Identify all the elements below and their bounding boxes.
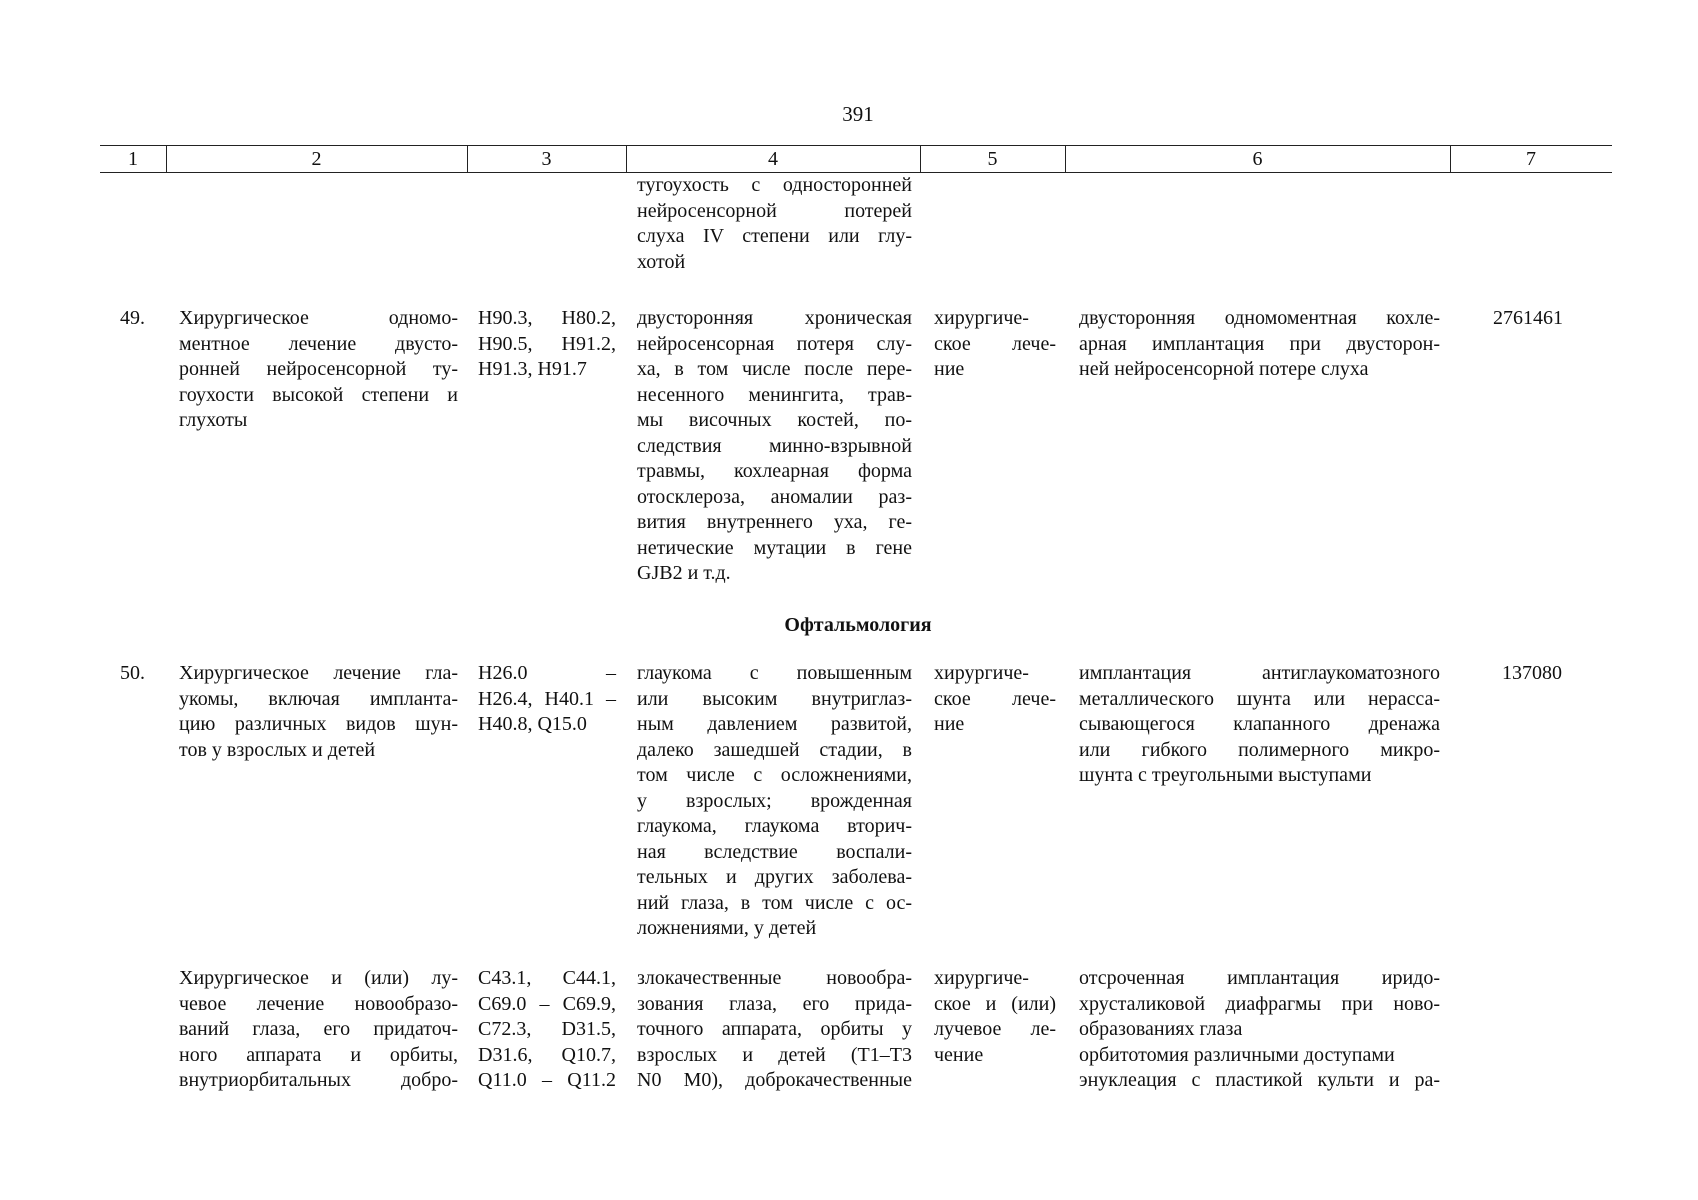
text-line: ней нейросенсорной потере слуха [1079, 358, 1369, 380]
text-line: чение [934, 1043, 984, 1066]
header-col-6: 6 [1252, 148, 1263, 170]
text-line: тельных и других заболева- [637, 866, 912, 888]
text-line: или гибкого полимерного микро- [1079, 738, 1440, 761]
treatment-type-cell [934, 966, 1056, 1068]
text-line: тугоухость с односторонней [637, 174, 912, 196]
text-line: лучевое ле- [934, 1018, 1056, 1040]
continuation-disease-cell [637, 173, 912, 275]
text-line: H26.0 – [478, 662, 616, 684]
text-line: несенного менингита, трав- [637, 383, 912, 406]
text-line: H40.8, Q15.0 [478, 713, 587, 735]
procedure-name-cell [179, 306, 458, 434]
text-line: точного аппарата, орбиты у [637, 1018, 912, 1040]
treatment-method-cell [1079, 306, 1440, 383]
text-line: хирургиче- [934, 967, 1029, 989]
text-line: ронней нейросенсорной ту- [179, 358, 458, 380]
text-line: N0 M0), доброкачественные [637, 1069, 912, 1091]
text-line: ваний глаза, его придаточ- [179, 1018, 458, 1040]
text-line: ское и (или) [934, 992, 1056, 1015]
text-line: мы височных костей, по- [637, 409, 912, 431]
header-col-5: 5 [987, 148, 998, 170]
text-line: глаукома, глаукома вторич- [637, 815, 912, 837]
table-header [100, 145, 1612, 173]
treatment-type-cell [934, 306, 1056, 383]
text-line: ная вследствие воспали- [637, 840, 912, 863]
text-line: арная имплантация при двусторон- [1079, 332, 1440, 355]
text-line: ложнениями, у детей [637, 917, 817, 939]
icd-codes-cell [478, 661, 616, 738]
text-line: далеко зашедшей стадии, в [637, 738, 912, 761]
cost-value: 137080 [1502, 662, 1562, 684]
text-line: H26.4, H40.1 – [478, 687, 616, 710]
text-line: металлического шунта или нерасса- [1079, 687, 1440, 710]
text-line: двусторонняя хроническая [637, 307, 912, 329]
header-col-2: 2 [311, 148, 322, 170]
treatment-method-cell [1079, 966, 1440, 1094]
text-line: хирургиче- [934, 307, 1029, 329]
header-col-4: 4 [768, 148, 778, 170]
text-line: сывающегося клапанного дренажа [1079, 713, 1440, 735]
text-line: шунта с треугольными выступами [1079, 764, 1372, 786]
text-line: ний глаза, в том числе с ос- [637, 891, 912, 914]
text-line: нейросенсорной потерей [637, 199, 912, 222]
text-line: цию различных видов шун- [179, 713, 458, 735]
treatment-type-cell [934, 661, 1056, 738]
text-line: C43.1, C44.1, [478, 967, 616, 989]
text-line: у взрослых; врожденная [637, 789, 912, 812]
text-line: укомы, включая импланта- [179, 687, 458, 710]
text-line: имплантация антиглаукоматозного [1079, 662, 1440, 684]
text-line: внутриорбитальных добро- [179, 1069, 458, 1091]
text-line: ние [934, 358, 965, 380]
text-line: гоухости высокой степени и [179, 383, 458, 406]
text-line: глухоты [179, 409, 248, 431]
text-line: травмы, кохлеарная форма [637, 460, 912, 482]
text-line: том числе с осложнениями, [637, 764, 912, 786]
text-line: слуха IV степени или глу- [637, 225, 912, 247]
text-line: глаукома с повышенным [637, 662, 912, 684]
text-line: чевое лечение новообразо- [179, 992, 458, 1015]
text-line: Хирургическое лечение гла- [179, 662, 458, 684]
text-line: вития внутреннего уха, ге- [637, 511, 912, 533]
section-title: Офтальмология [784, 614, 932, 636]
icd-codes-cell [478, 306, 616, 383]
text-line: ным давлением развитой, [637, 713, 912, 735]
text-line: H90.3, H80.2, [478, 307, 616, 329]
text-line: отсроченная имплантация иридо- [1079, 967, 1440, 989]
text-line: ние [934, 713, 965, 735]
disease-model-cell [637, 966, 912, 1094]
text-line: ха, в том числе после пере- [637, 358, 912, 380]
text-line: D31.6, Q10.7, [478, 1043, 616, 1066]
text-line: ного аппарата и орбиты, [179, 1043, 458, 1066]
text-line: энуклеация с пластикой культи и ра- [1079, 1069, 1440, 1091]
text-line: злокачественные новообра- [637, 967, 912, 989]
row-number: 50. [120, 662, 145, 684]
text-line: ское лече- [934, 332, 1056, 355]
text-line: тов у взрослых и детей [179, 738, 376, 761]
row-number: 49. [120, 307, 145, 329]
cost-value: 2761461 [1493, 307, 1563, 329]
text-line: хрусталиковой диафрагмы при ново- [1079, 992, 1440, 1015]
text-line: C69.0 – C69.9, [478, 992, 616, 1015]
procedure-name-cell [179, 661, 458, 763]
text-line: отосклероза, аномалии раз- [637, 485, 912, 508]
text-line: нетические мутации в гене [637, 536, 912, 559]
text-line: H90.5, H91.2, [478, 332, 616, 355]
disease-model-cell [637, 306, 912, 587]
text-line: хирургиче- [934, 662, 1029, 684]
text-line: орбитотомия различными доступами [1079, 1043, 1395, 1066]
page-number: 391 [842, 102, 874, 126]
text-line: или высоким внутриглаз- [637, 687, 912, 710]
header-col-1: 1 [128, 148, 138, 170]
text-line: хотой [637, 250, 686, 273]
treatment-method-cell [1079, 661, 1440, 789]
text-line: Хирургическое и (или) лу- [179, 967, 458, 989]
text-line: Хирургическое одномо- [179, 307, 458, 329]
disease-model-cell [637, 661, 912, 942]
text-line: ментное лечение двусто- [179, 332, 458, 355]
text-line: взрослых и детей (T1–T3 [637, 1043, 912, 1066]
text-line: GJB2 и т.д. [637, 562, 731, 584]
text-line: H91.3, H91.7 [478, 358, 587, 380]
text-line: нейросенсорная потеря слу- [637, 332, 912, 355]
text-line: следствия минно-взрывной [637, 434, 912, 457]
text-line: двусторонняя одномоментная кохле- [1079, 307, 1440, 329]
procedure-name-cell [179, 966, 458, 1094]
header-col-7: 7 [1526, 148, 1536, 170]
icd-codes-cell [478, 966, 616, 1094]
text-line: ское лече- [934, 687, 1056, 710]
text-line: C72.3, D31.5, [478, 1018, 616, 1040]
text-line: Q11.0 – Q11.2 [478, 1069, 616, 1091]
header-col-3: 3 [541, 148, 552, 170]
text-line: зования глаза, его прида- [637, 992, 912, 1015]
text-line: образованиях глаза [1079, 1018, 1243, 1040]
